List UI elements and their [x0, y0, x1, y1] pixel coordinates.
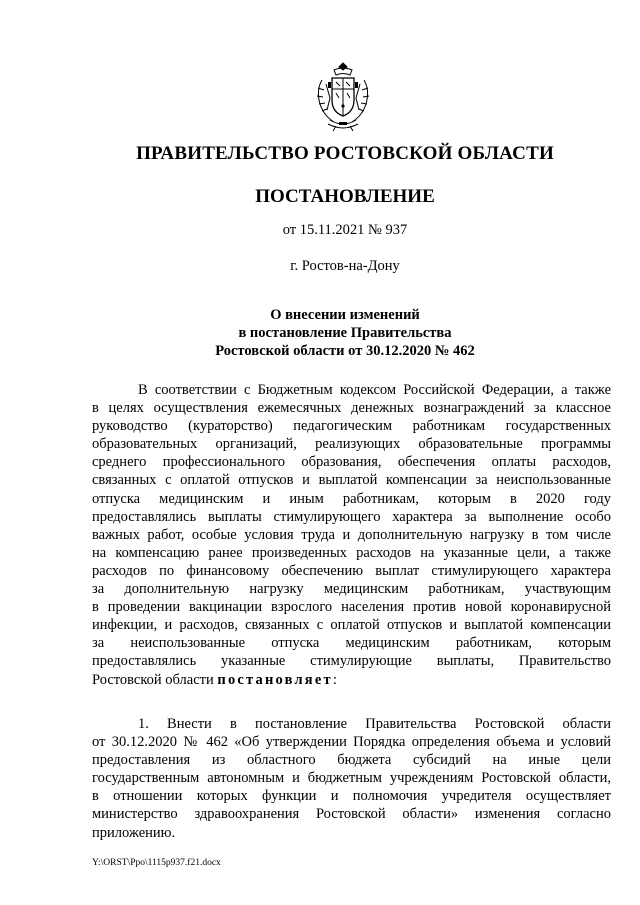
text-line: предоставления из областного бюджета субсидий на иные цели	[92, 752, 611, 769]
text-line: среднего профессионального образования, обеспечения оплаты расходов,	[92, 454, 611, 471]
government-title: ПРАВИТЕЛЬСТВО РОСТОВСКОЙ ОБЛАСТИ	[136, 143, 554, 164]
text-line: связанных с оплатой отпусков и выплатой компенсации за неиспользованные	[92, 472, 611, 489]
document-city: г. Ростов-на-Дону	[290, 258, 400, 274]
text-line: в целях осуществления ежемесячных денежных вознаграждений за классное	[92, 400, 611, 417]
text-line: министерство здравоохранения Ростовской области» изменения согласно	[92, 806, 611, 823]
text-line: образовательных организаций, реализующих образовательные программы	[92, 436, 611, 453]
text-line: государственным автономным и бюджетным учреждениям Ростовской области,	[92, 770, 611, 787]
text-line: 1. Внести в постановление Правительства Ростовской области	[138, 716, 611, 732]
text-line	[92, 671, 611, 689]
text-line: предоставлялись выплаты стимулирующего характера за выполнение особо	[92, 508, 611, 525]
document-date-number: от 15.11.2021 № 937	[282, 222, 408, 238]
text-line: на компенсацию ранее произведенных расходов на указанные цели, а также	[92, 544, 611, 561]
subject-line: Ростовской области от 30.12.2020 № 462	[215, 343, 475, 359]
text-line: инфекции, и расходов, связанных с оплатой отпусков и выплатой компенсации	[92, 617, 611, 634]
preamble-paragraph	[92, 381, 611, 689]
text-line: в отношении которых функции и полномочия учредителя осуществляет	[92, 788, 611, 805]
document-subject	[0, 306, 640, 360]
item-1-paragraph	[92, 715, 611, 842]
text-line: за неиспользованные отпуска медицинским работникам, которым	[92, 635, 611, 652]
text-line: В соответствии с Бюджетным кодексом Российской Федерации, а также	[138, 382, 611, 398]
text-line: руководство (кураторство) педагогическим работникам государственных	[92, 418, 611, 435]
text-line: за дополнительную нагрузку медицинским работникам, участвующим	[92, 581, 611, 598]
text-line: отпуска медицинским и иным работникам, которым в 2020 году	[92, 490, 611, 507]
text-fragment: :	[332, 671, 337, 688]
document-type: ПОСТАНОВЛЕНИЕ	[255, 186, 435, 207]
text-fragment: Ростовской области	[92, 671, 218, 688]
text-line: приложению.	[92, 824, 176, 841]
text-line: от 30.12.2020 № 462 «Об утверждении Порядка определения объема и условий	[92, 734, 611, 751]
coat-of-arms-emblem	[312, 60, 374, 134]
text-line: расходов по финансовому обеспечению выплат стимулирующего характера	[92, 562, 611, 579]
file-path-footer: Y:\ORST\Ppo\1115p937.f21.docx	[92, 858, 221, 868]
subject-line: в постановление Правительства	[238, 325, 452, 341]
subject-line: О внесении изменений	[270, 307, 420, 323]
resolves-word: постановляет	[217, 671, 333, 688]
text-line: важных работ, особые условия труда и дополнительную нагрузку в том числе	[92, 526, 611, 543]
text-line: предоставлялись указанные стимулирующие выплаты, Правительство	[92, 653, 611, 670]
text-line: в проведении вакцинации взрослого населения против новой коронавирусной	[92, 599, 611, 616]
